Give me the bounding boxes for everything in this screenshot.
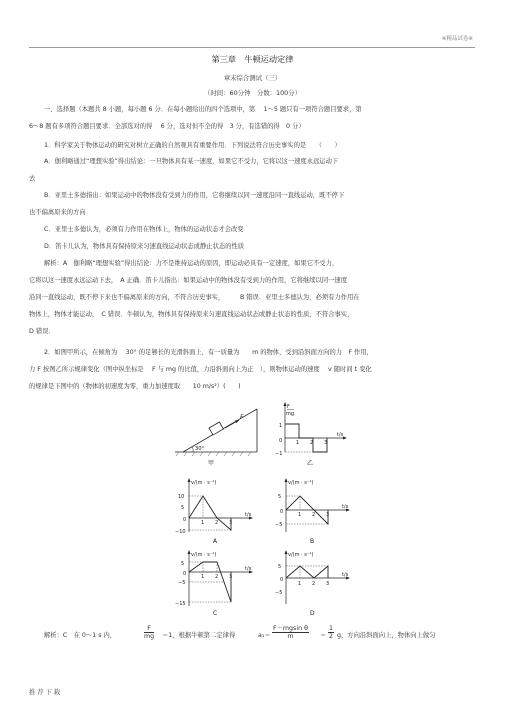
graph-b [270,476,360,546]
xtick-1: 1 [298,581,302,587]
ytick-0: 0 [280,509,284,515]
xtick-3: 3 [229,520,233,526]
xtick-1: 1 [298,512,302,518]
xtick-2: 2 [312,512,316,518]
q2-stem-line2: 力 F 按图乙所示规律变化（图中纵坐标是 F 与 mg 的比值，力沿斜面向上为正 ），则物体运动的速度 v 随时间 t 变化 [29,366,372,373]
ytick-0: 0 [183,571,187,577]
xlabel: t/s [245,512,252,518]
ylabel: v/(m · s⁻¹) [191,552,217,558]
xtick-2: 2 [312,581,316,587]
force-arrowhead [235,420,239,423]
caption-jia: 甲 [208,460,215,467]
xtick-1: 1 [201,574,205,580]
xtick-1: 1 [201,520,205,526]
ytick-1: 1 [279,423,283,429]
figure-jia [173,403,263,469]
q1-analysis-line4: 物体上，物体才能运动， C 错误．牛顿认为，物体具有保持原来匀速直线运动状态或静止状态的性质，不符合事实， [29,311,354,318]
q2-stem-line3: 的规律是下图中的（物体的初速度为零，重力加速度取 10 m/s²）( ) [29,383,241,390]
caption-yi: 乙 [307,460,314,467]
ylabel-num: F [287,404,290,410]
q2-analysis-eq: ＝ [320,632,327,639]
ytick-neg15: −15 [175,601,186,607]
q1-option-b-line1: B．亚里士多德指出：如果运动中的物体没有受到力的作用，它将继续以同一速度沿同一直线运动，既不停下 [44,192,345,199]
section-instructions-line2: 6～8 题有多项符合题目要求．全部选对的得 6 分，选对但不全的得 3 分，有选错的得 0 分） [29,123,305,130]
ytick-5: 5 [181,561,185,567]
graph-c [173,548,263,618]
caption: A [213,538,218,545]
exam-meta: （时间：60分钟 分数：100分） [203,89,302,97]
q2-analysis-prefix: 解析：C 在 0～1 s 内， [44,632,117,639]
fraction-half [328,626,334,641]
fraction-denominator: m [287,633,294,641]
q1-option-a-line1: A．伽利略通过“理想实验”得出结论：一旦物体具有某一速度，如果它不受力，它将以这一速度永远运动下 [44,158,339,165]
page-footer: 推荐下载 [29,689,63,696]
fraction-numerator: 1 [329,625,334,632]
xlabel: t/s [337,432,344,438]
xlabel: t/s [245,566,252,572]
ground-hatching [176,452,251,456]
caption: C [213,610,218,617]
header-tag: ※精品试卷※ [441,36,473,42]
q1-option-a-line2: 去 [29,175,36,182]
ylabel: v/(m · s⁻¹) [191,480,217,486]
ytick-5: 5 [278,494,282,500]
q1-analysis-line1: 解析：A 伽利略“理想实验”得出结论：力不是维持运动的原因，即运动必具有一定速度，如果它不受力， [44,260,339,267]
curve [286,566,328,578]
xtick-2: 2 [215,520,219,526]
force-label: F [240,414,244,421]
ytick-5: 5 [278,564,282,570]
ytick-neg5: −5 [275,522,283,528]
curve [189,496,231,530]
q2-analysis-a1: a₁＝ [258,632,271,639]
ytick-neg5: −5 [275,590,283,596]
fraction-denominator: 2 [329,633,334,641]
q1-analysis-line5: D 错误． [29,328,55,335]
ytick-5: 5 [181,505,185,511]
ytick-0: 0 [183,517,187,523]
q2-stem-line1: 2．如图甲所示，在倾角为 30° 的足够长的光滑斜面上，有一质量为 m 的物体，受到沿斜面方向的力 F 作用， [44,349,373,356]
fraction-f-over-mg [144,626,154,641]
fraction-numerator: F－mgsin θ [273,625,308,632]
xtick-3: 3 [324,440,328,446]
ytick-neg10: −10 [175,529,186,535]
xtick-2: 2 [310,440,314,446]
ytick-0: 0 [280,577,284,583]
xtick-1: 1 [296,440,300,446]
graph-d [270,548,360,618]
caption: B [310,538,315,545]
ylabel: v/(m · s⁻¹) [288,480,314,486]
q1-analysis-line2: 它将以这一速度永远运动下去， A 正确．笛卡儿指出：如果运动中的物体没有受到力的作用，它将继续以同一速度 [29,277,348,284]
angle-arc [193,447,194,452]
ylabel: v/(m · s⁻¹) [288,552,314,558]
angle-label: 30° [195,446,205,452]
page-title: 第三章 牛顿运动定律 [211,54,294,64]
q1-stem: 1．科学家关于物体运动的研究对树立正确的自然观具有重要作用．下列说法符合历史事实的是 （ ） [44,142,341,149]
xtick-3: 3 [229,574,233,580]
section-instructions-line1: 一、选择题（本题共 8 小题，每小题 6 分．在每小题给出的四个选项中，第 1～5 题只有一项符合题目要求，第 [44,106,362,113]
q2-analysis-mid: ＝1，根据牛顿第二定律得 [162,632,242,639]
fraction-denominator: mg [144,633,155,641]
ytick-neg1: −1 [275,451,283,457]
figure-yi [273,400,353,470]
xtick-3: 3 [326,512,330,518]
q2-analysis-tail: g，方向沿斜面向上，物体向上做匀 [337,632,436,639]
block [209,422,223,435]
page-subtitle: 章末综合测试（三） [223,74,282,82]
ytick-neg5: −5 [178,580,186,586]
ytick-0: 0 [279,438,283,444]
xtick-2: 2 [215,574,219,580]
q1-analysis-line3: 沿同一直线运动，既不停下来也不偏离原来的方向，不符合历史事实， B 错误．亚里士多德认为，必须有力作用在 [29,294,360,301]
caption: D [310,610,315,617]
fraction-numerator: F [144,626,154,633]
header-rule [29,47,475,48]
ylabel-den: mg [286,411,295,417]
xlabel: t/s [342,572,349,578]
xlabel: t/s [342,504,349,510]
q1-option-d: D．笛卡儿认为，物体具有保持原来匀速直线运动状态或静止状态的性质 [44,243,245,250]
fraction-net-force [272,626,309,641]
q1-option-c: C．亚里士多德认为，必须有力作用在物体上，物体的运动状态才会改变 [44,226,244,233]
ytick-10: 10 [178,494,185,500]
q1-option-b-line2: 也不偏离原来的方向 [29,209,86,216]
xtick-3: 3 [326,581,330,587]
graph-a [173,476,263,546]
